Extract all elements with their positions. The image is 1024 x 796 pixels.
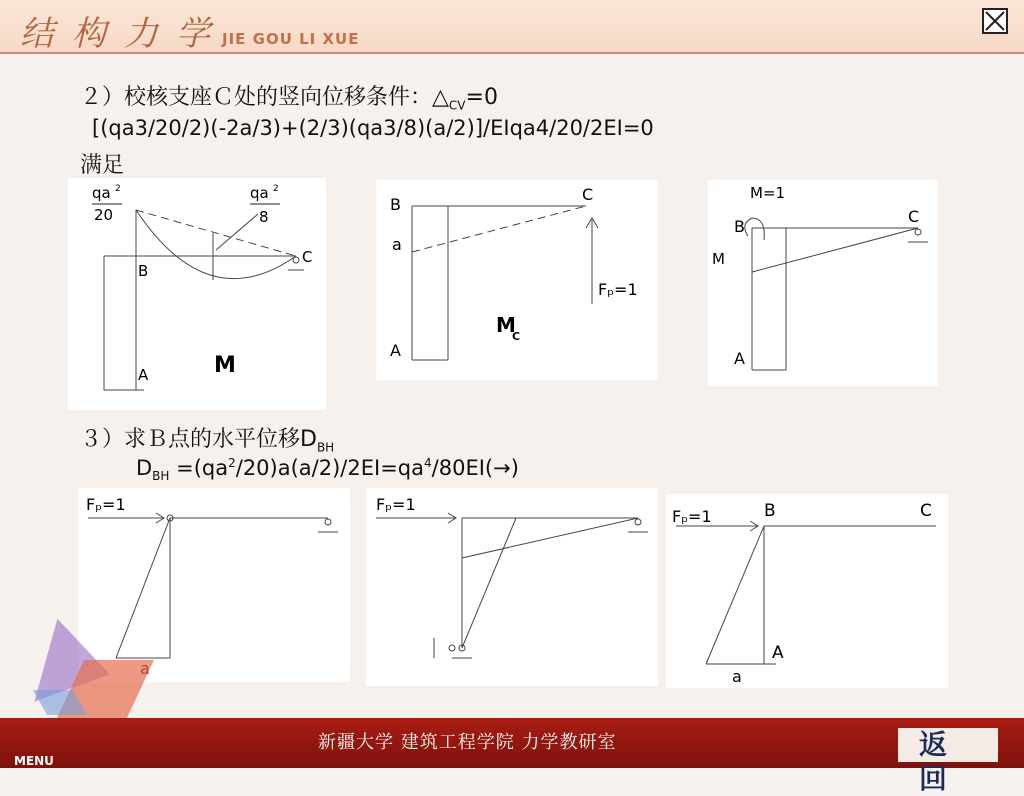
step3-heading [80, 422, 334, 454]
d1-label-c: C [302, 248, 313, 266]
header-bar [0, 0, 1024, 54]
diagram-m [68, 178, 326, 410]
d6-label-a: A [772, 643, 784, 663]
f2-pre: D [136, 456, 153, 480]
d2-label-fp: Fₚ=1 [598, 280, 638, 299]
footer-institution: 新疆大学 建筑工程学院 力学教研室 [318, 732, 617, 753]
d1-den-20: 20 [94, 206, 114, 224]
f2-sup2: 4 [424, 456, 432, 470]
d2-label-c: C [582, 185, 594, 204]
d1-qa-left: qa [92, 184, 111, 202]
back-button[interactable]: 返回 [898, 728, 998, 762]
d2-label-a-dim: a [392, 235, 402, 254]
step3-sub: BH [316, 440, 335, 455]
logo-title-cn: 结构力学 [20, 14, 228, 54]
d3-label-m1: M=1 [750, 184, 786, 202]
diagram-mc [376, 180, 658, 380]
d3-label-a: A [734, 349, 745, 368]
formula-1: [(qa3/20/2)(-2a/3)+(2/3)(qa3/8)(a/2)]/EIqa4/20/2EI=0 [92, 116, 654, 140]
diagram-fp-2 [366, 488, 658, 686]
f2-sup1: 2 [228, 456, 236, 470]
diagram-fp-3 [666, 494, 948, 688]
d6-label-b: B [764, 501, 776, 521]
d2-label-mc: M [496, 313, 516, 337]
d1-label-a: A [138, 366, 149, 384]
satisfied-text: 满足 [80, 153, 125, 178]
logo-title-en: JIE GOU LI XUE [222, 30, 360, 48]
d2-label-b: B [390, 195, 401, 214]
step2-text: ２）校核支座Ｃ处的竖向位移条件：△ [80, 85, 449, 110]
diagram-m1 [708, 180, 938, 386]
d1-qa-right: qa [250, 184, 269, 202]
step2-heading [80, 80, 498, 112]
diagram-fp-1 [78, 488, 350, 682]
d2-label-a: A [390, 341, 401, 360]
d1-qa-right-sup: 2 [273, 184, 279, 194]
f2-mid: =(qa [169, 456, 229, 480]
d6-label-a-dim: a [732, 667, 742, 686]
f2-sub: BH [152, 469, 170, 484]
d1-den-8: 8 [259, 208, 269, 226]
step2-sub: CV [448, 98, 466, 113]
step2-tail: =0 [465, 85, 498, 110]
d1-label-m: M [214, 353, 236, 378]
menu-button[interactable]: MENU [14, 754, 54, 768]
d2-label-mc-sub: C [512, 330, 521, 343]
d1-qa-left-sup: 2 [115, 184, 121, 194]
d3-label-b: B [734, 217, 745, 236]
formula-2 [136, 456, 519, 483]
f2-tail: /80EI(→) [431, 456, 519, 480]
d3-label-m: M [712, 250, 725, 268]
d6-label-fp: Fₚ=1 [672, 507, 712, 526]
f2-mid2: /20)a(a/2)/2EI=qa [235, 456, 424, 480]
close-icon[interactable] [982, 8, 1008, 34]
step3-text: ３）求Ｂ点的水平位移D [80, 427, 317, 452]
d5-label-fp: Fₚ=1 [376, 495, 416, 514]
d4-label-fp: Fₚ=1 [86, 495, 126, 514]
d1-label-b: B [138, 262, 149, 280]
d3-label-c: C [908, 207, 920, 226]
d6-label-c: C [920, 501, 932, 521]
